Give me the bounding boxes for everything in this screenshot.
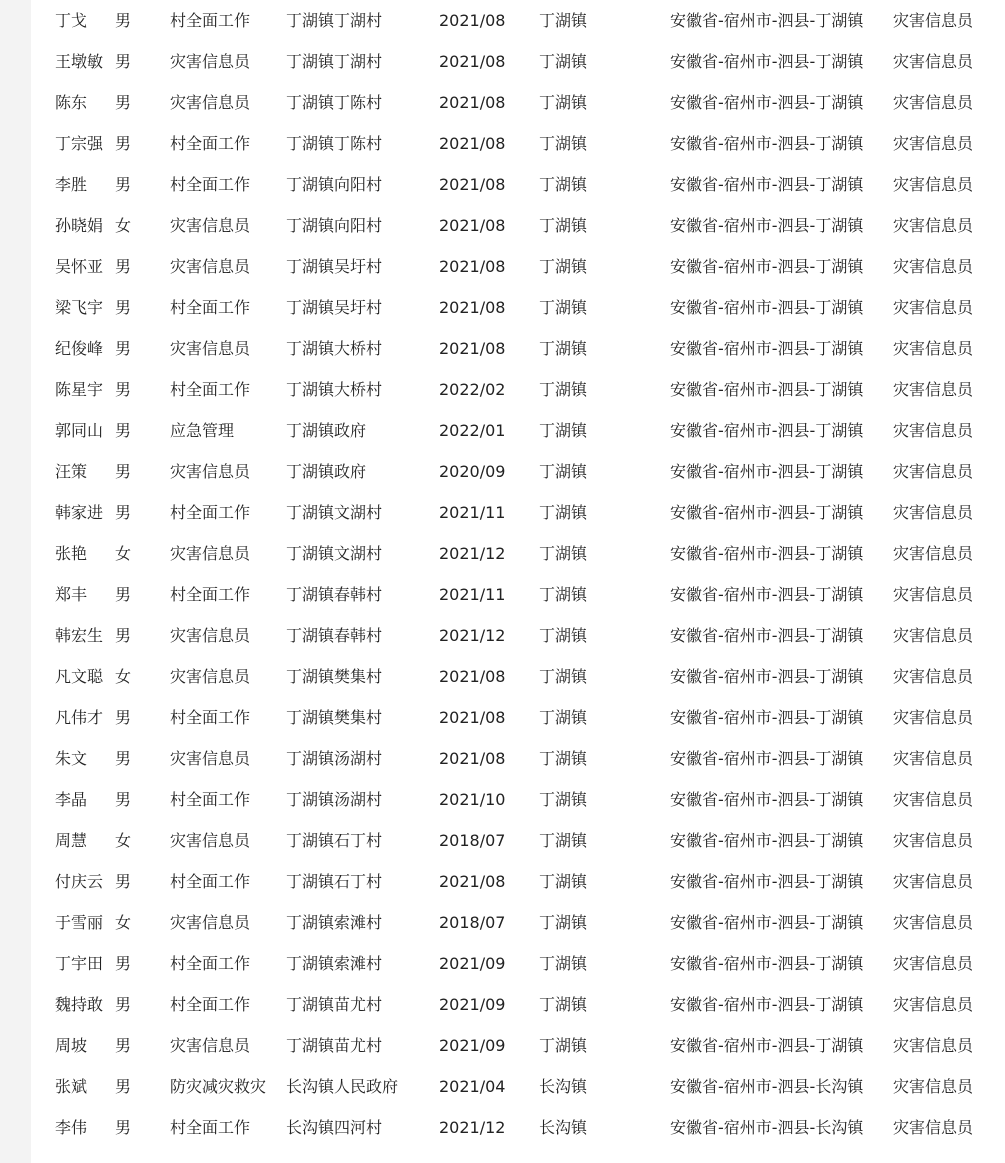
table-row bbox=[31, 820, 1005, 861]
table-row bbox=[31, 738, 1005, 779]
cell-date: 2021/08 bbox=[439, 749, 506, 768]
cell-post: 灾害信息员 bbox=[170, 544, 251, 563]
cell-name: 陈星宇 bbox=[55, 380, 104, 399]
cell-role: 灾害信息员 bbox=[893, 790, 974, 809]
cell-town: 丁湖镇 bbox=[539, 298, 588, 317]
cell-role: 灾害信息员 bbox=[893, 503, 974, 522]
cell-unit: 丁湖镇政府 bbox=[286, 421, 367, 440]
cell-unit: 丁湖镇苗尤村 bbox=[286, 1036, 383, 1055]
cell-name: 张艳 bbox=[55, 544, 88, 563]
cell-date: 2021/12 bbox=[439, 626, 506, 645]
table-row bbox=[31, 41, 1005, 82]
table-row bbox=[31, 1066, 1005, 1107]
cell-post: 灾害信息员 bbox=[170, 216, 251, 235]
cell-unit: 丁湖镇文湖村 bbox=[286, 544, 383, 563]
cell-gender: 女 bbox=[115, 831, 132, 850]
cell-post: 村全面工作 bbox=[170, 954, 251, 973]
cell-name: 凡伟才 bbox=[55, 708, 104, 727]
cell-gender: 男 bbox=[115, 462, 132, 481]
cell-region: 安徽省-宿州市-泗县-丁湖镇 bbox=[670, 462, 864, 481]
cell-post: 灾害信息员 bbox=[170, 339, 251, 358]
cell-unit: 丁湖镇吴圩村 bbox=[286, 298, 383, 317]
cell-region: 安徽省-宿州市-泗县-丁湖镇 bbox=[670, 380, 864, 399]
cell-unit: 丁湖镇吴圩村 bbox=[286, 257, 383, 276]
cell-date: 2021/12 bbox=[439, 1118, 506, 1137]
cell-gender: 男 bbox=[115, 749, 132, 768]
cell-region: 安徽省-宿州市-泗县-丁湖镇 bbox=[670, 421, 864, 440]
cell-post: 灾害信息员 bbox=[170, 52, 251, 71]
cell-region: 安徽省-宿州市-泗县-丁湖镇 bbox=[670, 52, 864, 71]
cell-post: 村全面工作 bbox=[170, 585, 251, 604]
cell-gender: 男 bbox=[115, 1118, 132, 1137]
cell-role: 灾害信息员 bbox=[893, 1036, 974, 1055]
table-row bbox=[31, 492, 1005, 533]
cell-town: 丁湖镇 bbox=[539, 626, 588, 645]
cell-region: 安徽省-宿州市-泗县-丁湖镇 bbox=[670, 913, 864, 932]
cell-unit: 丁湖镇文湖村 bbox=[286, 503, 383, 522]
cell-town: 丁湖镇 bbox=[539, 749, 588, 768]
table-row bbox=[31, 984, 1005, 1025]
cell-post: 村全面工作 bbox=[170, 503, 251, 522]
cell-region: 安徽省-宿州市-泗县-丁湖镇 bbox=[670, 93, 864, 112]
cell-name: 丁宇田 bbox=[55, 954, 104, 973]
cell-region: 安徽省-宿州市-泗县-丁湖镇 bbox=[670, 831, 864, 850]
cell-date: 2022/01 bbox=[439, 421, 506, 440]
cell-role: 灾害信息员 bbox=[893, 339, 974, 358]
cell-date: 2021/08 bbox=[439, 175, 506, 194]
cell-role: 灾害信息员 bbox=[893, 11, 974, 30]
cell-post: 灾害信息员 bbox=[170, 749, 251, 768]
cell-unit: 丁湖镇樊集村 bbox=[286, 667, 383, 686]
cell-date: 2021/08 bbox=[439, 667, 506, 686]
table-row bbox=[31, 0, 1005, 41]
cell-post: 灾害信息员 bbox=[170, 667, 251, 686]
cell-unit: 丁湖镇石丁村 bbox=[286, 872, 383, 891]
cell-name: 魏持敢 bbox=[55, 995, 104, 1014]
cell-town: 丁湖镇 bbox=[539, 462, 588, 481]
cell-region: 安徽省-宿州市-泗县-长沟镇 bbox=[670, 1118, 864, 1137]
cell-post: 灾害信息员 bbox=[170, 831, 251, 850]
cell-name: 陈东 bbox=[55, 93, 88, 112]
cell-role: 灾害信息员 bbox=[893, 831, 974, 850]
cell-region: 安徽省-宿州市-泗县-丁湖镇 bbox=[670, 995, 864, 1014]
cell-date: 2021/09 bbox=[439, 954, 506, 973]
cell-date: 2021/08 bbox=[439, 257, 506, 276]
cell-date: 2018/07 bbox=[439, 831, 506, 850]
cell-role: 灾害信息员 bbox=[893, 380, 974, 399]
left-margin-strip bbox=[0, 0, 31, 1163]
cell-name: 李晶 bbox=[55, 790, 88, 809]
cell-post: 灾害信息员 bbox=[170, 257, 251, 276]
cell-gender: 男 bbox=[115, 52, 132, 71]
cell-date: 2021/09 bbox=[439, 995, 506, 1014]
cell-name: 李伟 bbox=[55, 1118, 88, 1137]
cell-name: 李胜 bbox=[55, 175, 88, 194]
cell-town: 丁湖镇 bbox=[539, 995, 588, 1014]
cell-role: 灾害信息员 bbox=[893, 749, 974, 768]
cell-date: 2021/04 bbox=[439, 1077, 506, 1096]
cell-town: 丁湖镇 bbox=[539, 216, 588, 235]
cell-role: 灾害信息员 bbox=[893, 421, 974, 440]
cell-unit: 长沟镇人民政府 bbox=[286, 1077, 399, 1096]
cell-gender: 男 bbox=[115, 134, 132, 153]
cell-region: 安徽省-宿州市-泗县-丁湖镇 bbox=[670, 257, 864, 276]
cell-gender: 男 bbox=[115, 954, 132, 973]
cell-post: 防灾减灾救灾 bbox=[170, 1077, 267, 1096]
cell-region: 安徽省-宿州市-泗县-丁湖镇 bbox=[670, 544, 864, 563]
cell-role: 灾害信息员 bbox=[893, 257, 974, 276]
cell-name: 付庆云 bbox=[55, 872, 104, 891]
cell-post: 灾害信息员 bbox=[170, 626, 251, 645]
cell-post: 村全面工作 bbox=[170, 298, 251, 317]
cell-unit: 丁湖镇春韩村 bbox=[286, 585, 383, 604]
cell-post: 村全面工作 bbox=[170, 790, 251, 809]
cell-region: 安徽省-宿州市-泗县-丁湖镇 bbox=[670, 1036, 864, 1055]
table-row bbox=[31, 451, 1005, 492]
table-row bbox=[31, 328, 1005, 369]
cell-town: 丁湖镇 bbox=[539, 339, 588, 358]
cell-town: 丁湖镇 bbox=[539, 667, 588, 686]
table-row bbox=[31, 164, 1005, 205]
cell-unit: 丁湖镇大桥村 bbox=[286, 380, 383, 399]
cell-unit: 丁湖镇索滩村 bbox=[286, 954, 383, 973]
cell-name: 郑丰 bbox=[55, 585, 88, 604]
cell-region: 安徽省-宿州市-泗县-丁湖镇 bbox=[670, 749, 864, 768]
table-row bbox=[31, 246, 1005, 287]
cell-post: 灾害信息员 bbox=[170, 93, 251, 112]
cell-role: 灾害信息员 bbox=[893, 175, 974, 194]
cell-gender: 男 bbox=[115, 995, 132, 1014]
cell-name: 汪策 bbox=[55, 462, 88, 481]
cell-region: 安徽省-宿州市-泗县-丁湖镇 bbox=[670, 216, 864, 235]
cell-gender: 女 bbox=[115, 913, 132, 932]
cell-role: 灾害信息员 bbox=[893, 216, 974, 235]
cell-name: 吴怀亚 bbox=[55, 257, 104, 276]
cell-role: 灾害信息员 bbox=[893, 134, 974, 153]
cell-date: 2021/08 bbox=[439, 52, 506, 71]
table-row bbox=[31, 697, 1005, 738]
cell-town: 丁湖镇 bbox=[539, 503, 588, 522]
cell-role: 灾害信息员 bbox=[893, 298, 974, 317]
cell-town: 丁湖镇 bbox=[539, 790, 588, 809]
table-row bbox=[31, 1107, 1005, 1148]
cell-name: 于雪丽 bbox=[55, 913, 104, 932]
cell-name: 凡文聪 bbox=[55, 667, 104, 686]
cell-name: 韩宏生 bbox=[55, 626, 104, 645]
cell-region: 安徽省-宿州市-泗县-丁湖镇 bbox=[670, 175, 864, 194]
cell-town: 丁湖镇 bbox=[539, 11, 588, 30]
table-row bbox=[31, 943, 1005, 984]
cell-date: 2021/08 bbox=[439, 93, 506, 112]
cell-gender: 男 bbox=[115, 421, 132, 440]
cell-unit: 丁湖镇向阳村 bbox=[286, 216, 383, 235]
cell-town: 丁湖镇 bbox=[539, 1036, 588, 1055]
cell-town: 丁湖镇 bbox=[539, 175, 588, 194]
cell-date: 2020/09 bbox=[439, 462, 506, 481]
cell-unit: 丁湖镇大桥村 bbox=[286, 339, 383, 358]
cell-town: 丁湖镇 bbox=[539, 93, 588, 112]
cell-date: 2021/11 bbox=[439, 585, 506, 604]
cell-gender: 女 bbox=[115, 544, 132, 563]
cell-post: 村全面工作 bbox=[170, 872, 251, 891]
cell-town: 丁湖镇 bbox=[539, 872, 588, 891]
cell-name: 郭同山 bbox=[55, 421, 104, 440]
table-row bbox=[31, 656, 1005, 697]
cell-region: 安徽省-宿州市-泗县-丁湖镇 bbox=[670, 585, 864, 604]
cell-unit: 丁湖镇政府 bbox=[286, 462, 367, 481]
cell-unit: 丁湖镇春韩村 bbox=[286, 626, 383, 645]
cell-post: 灾害信息员 bbox=[170, 913, 251, 932]
cell-date: 2021/08 bbox=[439, 339, 506, 358]
cell-role: 灾害信息员 bbox=[893, 995, 974, 1014]
cell-gender: 男 bbox=[115, 1077, 132, 1096]
cell-date: 2021/08 bbox=[439, 134, 506, 153]
cell-date: 2021/08 bbox=[439, 708, 506, 727]
cell-role: 灾害信息员 bbox=[893, 52, 974, 71]
cell-unit: 丁湖镇向阳村 bbox=[286, 175, 383, 194]
cell-post: 村全面工作 bbox=[170, 708, 251, 727]
cell-post: 灾害信息员 bbox=[170, 1036, 251, 1055]
table-row bbox=[31, 902, 1005, 943]
cell-role: 灾害信息员 bbox=[893, 954, 974, 973]
cell-town: 丁湖镇 bbox=[539, 831, 588, 850]
cell-region: 安徽省-宿州市-泗县-丁湖镇 bbox=[670, 503, 864, 522]
cell-town: 丁湖镇 bbox=[539, 708, 588, 727]
table-row bbox=[31, 1025, 1005, 1066]
cell-post: 村全面工作 bbox=[170, 995, 251, 1014]
cell-name: 韩家进 bbox=[55, 503, 104, 522]
cell-unit: 丁湖镇汤湖村 bbox=[286, 790, 383, 809]
cell-town: 丁湖镇 bbox=[539, 954, 588, 973]
table-row bbox=[31, 369, 1005, 410]
cell-post: 灾害信息员 bbox=[170, 462, 251, 481]
cell-town: 丁湖镇 bbox=[539, 585, 588, 604]
personnel-table bbox=[31, 0, 1005, 1148]
table-row bbox=[31, 410, 1005, 451]
cell-post: 村全面工作 bbox=[170, 1118, 251, 1137]
cell-region: 安徽省-宿州市-泗县-丁湖镇 bbox=[670, 667, 864, 686]
cell-town: 丁湖镇 bbox=[539, 52, 588, 71]
cell-post: 村全面工作 bbox=[170, 134, 251, 153]
cell-gender: 男 bbox=[115, 11, 132, 30]
table-row bbox=[31, 1154, 1005, 1163]
table-row bbox=[31, 779, 1005, 820]
cell-gender: 男 bbox=[115, 626, 132, 645]
cell-region: 安徽省-宿州市-泗县-丁湖镇 bbox=[670, 954, 864, 973]
cell-gender: 男 bbox=[115, 585, 132, 604]
cell-region: 安徽省-宿州市-泗县-丁湖镇 bbox=[670, 134, 864, 153]
cell-name: 朱文 bbox=[55, 749, 88, 768]
cell-post: 应急管理 bbox=[170, 421, 235, 440]
cell-role: 灾害信息员 bbox=[893, 626, 974, 645]
cell-name: 周坡 bbox=[55, 1036, 88, 1055]
cell-region: 安徽省-宿州市-泗县-丁湖镇 bbox=[670, 708, 864, 727]
cell-post: 村全面工作 bbox=[170, 175, 251, 194]
cell-gender: 男 bbox=[115, 503, 132, 522]
cell-unit: 丁湖镇樊集村 bbox=[286, 708, 383, 727]
table-row bbox=[31, 615, 1005, 656]
cell-date: 2021/08 bbox=[439, 872, 506, 891]
cell-name: 梁飞宇 bbox=[55, 298, 104, 317]
cell-gender: 男 bbox=[115, 298, 132, 317]
cell-gender: 男 bbox=[115, 1036, 132, 1055]
cell-role: 灾害信息员 bbox=[893, 708, 974, 727]
cell-region: 安徽省-宿州市-泗县-丁湖镇 bbox=[670, 872, 864, 891]
cell-gender: 女 bbox=[115, 216, 132, 235]
cell-date: 2021/08 bbox=[439, 298, 506, 317]
cell-name: 张斌 bbox=[55, 1077, 88, 1096]
table-row bbox=[31, 123, 1005, 164]
cell-role: 灾害信息员 bbox=[893, 1077, 974, 1096]
table-row bbox=[31, 82, 1005, 123]
cell-role: 灾害信息员 bbox=[893, 93, 974, 112]
cell-unit: 丁湖镇丁湖村 bbox=[286, 11, 383, 30]
cell-name: 周慧 bbox=[55, 831, 88, 850]
cell-unit: 丁湖镇苗尤村 bbox=[286, 995, 383, 1014]
cell-town: 丁湖镇 bbox=[539, 134, 588, 153]
cell-gender: 男 bbox=[115, 339, 132, 358]
cell-gender: 女 bbox=[115, 667, 132, 686]
cell-gender: 男 bbox=[115, 872, 132, 891]
cell-role: 灾害信息员 bbox=[893, 585, 974, 604]
cell-role: 灾害信息员 bbox=[893, 872, 974, 891]
cell-name: 丁戈 bbox=[55, 11, 88, 30]
cell-region: 安徽省-宿州市-泗县-丁湖镇 bbox=[670, 298, 864, 317]
table-row bbox=[31, 574, 1005, 615]
cell-role: 灾害信息员 bbox=[893, 667, 974, 686]
cell-gender: 男 bbox=[115, 708, 132, 727]
cell-region: 安徽省-宿州市-泗县-丁湖镇 bbox=[670, 11, 864, 30]
cell-role: 灾害信息员 bbox=[893, 544, 974, 563]
table-row bbox=[31, 861, 1005, 902]
cell-town: 丁湖镇 bbox=[539, 913, 588, 932]
cell-date: 2021/11 bbox=[439, 503, 506, 522]
partial-row-cut-off bbox=[31, 1154, 1005, 1163]
cell-name: 纪俊峰 bbox=[55, 339, 104, 358]
cell-unit: 丁湖镇石丁村 bbox=[286, 831, 383, 850]
cell-role: 灾害信息员 bbox=[893, 1118, 974, 1137]
cell-date: 2021/09 bbox=[439, 1036, 506, 1055]
cell-role: 灾害信息员 bbox=[893, 462, 974, 481]
cell-gender: 男 bbox=[115, 257, 132, 276]
cell-role: 灾害信息员 bbox=[893, 913, 974, 932]
cell-gender: 男 bbox=[115, 790, 132, 809]
cell-unit: 丁湖镇汤湖村 bbox=[286, 749, 383, 768]
cell-name: 丁宗强 bbox=[55, 134, 104, 153]
cell-date: 2021/08 bbox=[439, 11, 506, 30]
cell-region: 安徽省-宿州市-泗县-长沟镇 bbox=[670, 1077, 864, 1096]
cell-date: 2018/07 bbox=[439, 913, 506, 932]
cell-town: 长沟镇 bbox=[539, 1077, 588, 1096]
table-row bbox=[31, 205, 1005, 246]
cell-town: 丁湖镇 bbox=[539, 544, 588, 563]
cell-town: 长沟镇 bbox=[539, 1118, 588, 1137]
cell-date: 2022/02 bbox=[439, 380, 506, 399]
cell-date: 2021/10 bbox=[439, 790, 506, 809]
cell-unit: 丁湖镇索滩村 bbox=[286, 913, 383, 932]
cell-post: 村全面工作 bbox=[170, 380, 251, 399]
cell-region: 安徽省-宿州市-泗县-丁湖镇 bbox=[670, 790, 864, 809]
table-row bbox=[31, 533, 1005, 574]
cell-town: 丁湖镇 bbox=[539, 421, 588, 440]
cell-town: 丁湖镇 bbox=[539, 257, 588, 276]
table-row bbox=[31, 287, 1005, 328]
cell-post: 村全面工作 bbox=[170, 11, 251, 30]
cell-gender: 男 bbox=[115, 175, 132, 194]
cell-unit: 长沟镇四河村 bbox=[286, 1118, 383, 1137]
cell-unit: 丁湖镇丁陈村 bbox=[286, 134, 383, 153]
cell-region: 安徽省-宿州市-泗县-丁湖镇 bbox=[670, 339, 864, 358]
cell-region: 安徽省-宿州市-泗县-丁湖镇 bbox=[670, 626, 864, 645]
cell-gender: 男 bbox=[115, 380, 132, 399]
cell-name: 王墩敏 bbox=[55, 52, 104, 71]
cell-unit: 丁湖镇丁湖村 bbox=[286, 52, 383, 71]
cell-town: 丁湖镇 bbox=[539, 380, 588, 399]
cell-date: 2021/12 bbox=[439, 544, 506, 563]
cell-unit: 丁湖镇丁陈村 bbox=[286, 93, 383, 112]
cell-gender: 男 bbox=[115, 93, 132, 112]
cell-name: 孙晓娟 bbox=[55, 216, 104, 235]
cell-date: 2021/08 bbox=[439, 216, 506, 235]
